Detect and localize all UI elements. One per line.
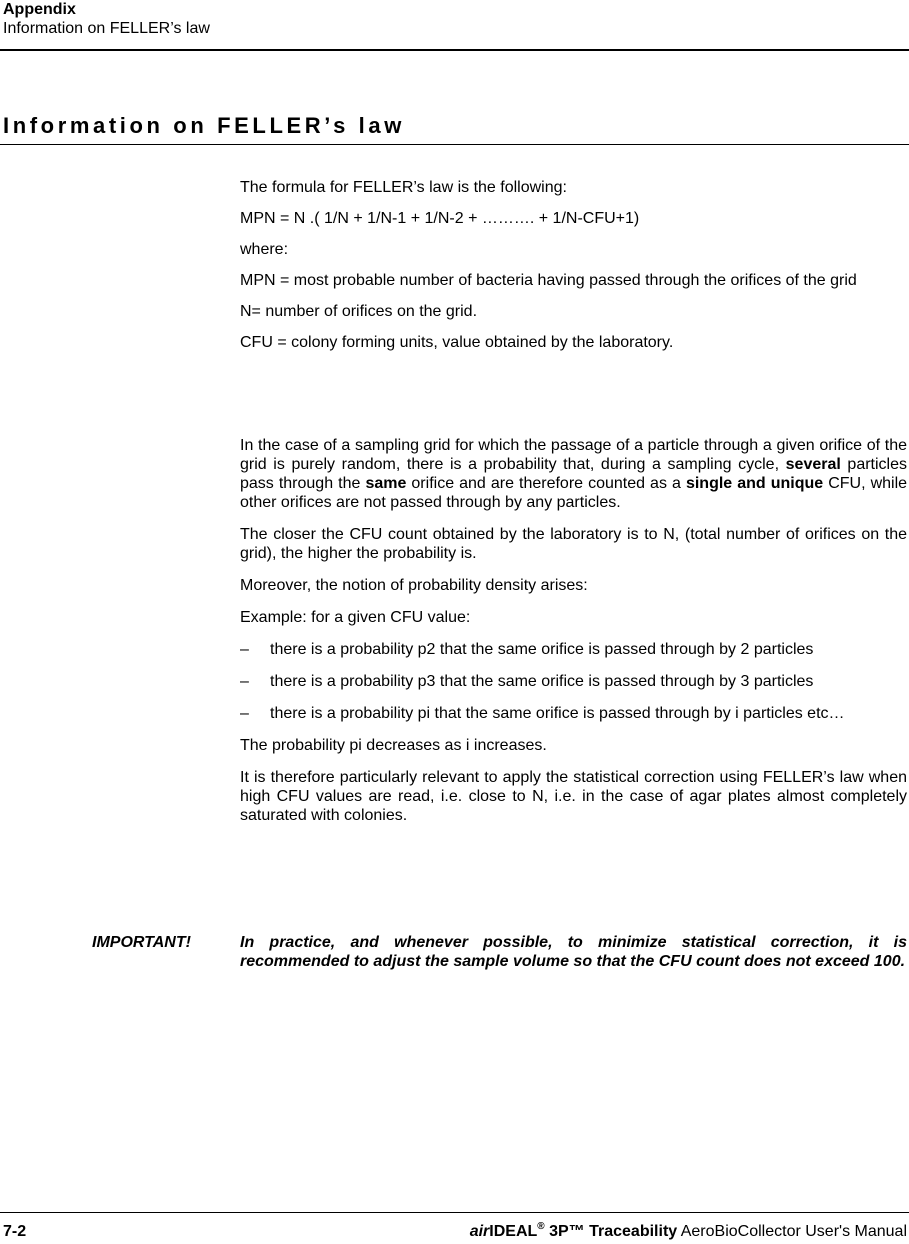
decrease-paragraph: The probability pi decreases as i increases. <box>240 737 547 754</box>
page-title: Information on FELLER’s law <box>3 113 405 138</box>
running-header <box>3 0 210 38</box>
title-divider <box>0 144 909 145</box>
brand-name: IDEAL <box>489 1223 538 1240</box>
explanation-paragraph <box>240 436 907 512</box>
brand-prefix: air <box>469 1223 490 1240</box>
important-note: In practice, and whenever possible, to minimize statistical correction, it is recommended to adjust the sample volume so that the CFU count does not exceed 100. <box>240 934 907 970</box>
density-paragraph: Moreover, the notion of probability density arises: <box>240 577 588 594</box>
text-run: CFU, while other orifices are not passed through by any particles. <box>240 475 908 511</box>
n-definition: N= number of orifices on the grid. <box>240 303 478 320</box>
cfu-definition: CFU = colony forming units, value obtained by the laboratory. <box>240 334 674 351</box>
product-name: 3P™ Traceability <box>544 1223 678 1240</box>
formula-where: where: <box>240 241 289 258</box>
header-divider <box>0 49 909 51</box>
list-item-text: there is a probability p2 that the same orifice is passed through by 2 particles <box>270 641 814 658</box>
formula-section <box>240 178 907 364</box>
manual-name: AeroBioCollector User's Manual <box>677 1223 907 1240</box>
manual-title <box>470 1222 907 1241</box>
emphasis-several: several <box>785 456 841 473</box>
text-run: particles pass through the <box>240 456 907 492</box>
list-item <box>240 704 907 723</box>
footer-divider <box>0 1212 909 1213</box>
formula-intro: The formula for FELLER’s law is the following: <box>240 179 567 196</box>
relevance-paragraph: It is therefore particularly relevant to apply the statistical correction using FELLER’s law when high CFU values are read, i.e. close to N, i.e. in the case of agar plates almost completely saturated with colonies. <box>240 769 907 824</box>
probability-list <box>240 640 907 723</box>
dash-bullet: – <box>240 641 249 658</box>
text-run: In the case of a sampling grid for which the passage of a particle through a given orifice of the grid is purely random, there is a probability that, during a sampling cycle, <box>240 437 907 473</box>
text-run: orifice and are therefore counted as a <box>411 475 681 492</box>
registered-mark: ® <box>537 1221 545 1232</box>
page-number: 7-2 <box>3 1223 27 1240</box>
example-paragraph: Example: for a given CFU value: <box>240 609 471 626</box>
formula-equation: MPN = N .( 1/N + 1/N-1 + 1/N-2 + ………. + 1/N-CFU+1) <box>240 210 640 227</box>
list-item <box>240 672 907 691</box>
list-item-text: there is a probability p3 that the same orifice is passed through by 3 particles <box>270 673 814 690</box>
header-section: Appendix <box>3 1 76 18</box>
mpn-definition: MPN = most probable number of bacteria having passed through the orifices of the grid <box>240 272 857 289</box>
list-item <box>240 640 907 659</box>
important-label: IMPORTANT! <box>92 934 191 951</box>
emphasis-same: same <box>365 475 407 492</box>
dash-bullet: – <box>240 705 249 722</box>
header-subsection: Information on FELLER’s law <box>3 20 210 37</box>
dash-bullet: – <box>240 673 249 690</box>
list-item-text: there is a probability pi that the same orifice is passed through by i particles etc… <box>270 705 845 722</box>
explanation-section <box>240 436 907 838</box>
emphasis-single-unique: single and unique <box>685 475 824 492</box>
closer-count-paragraph: The closer the CFU count obtained by the laboratory is to N, (total number of orifices on the grid), the higher the probability is. <box>240 526 907 562</box>
